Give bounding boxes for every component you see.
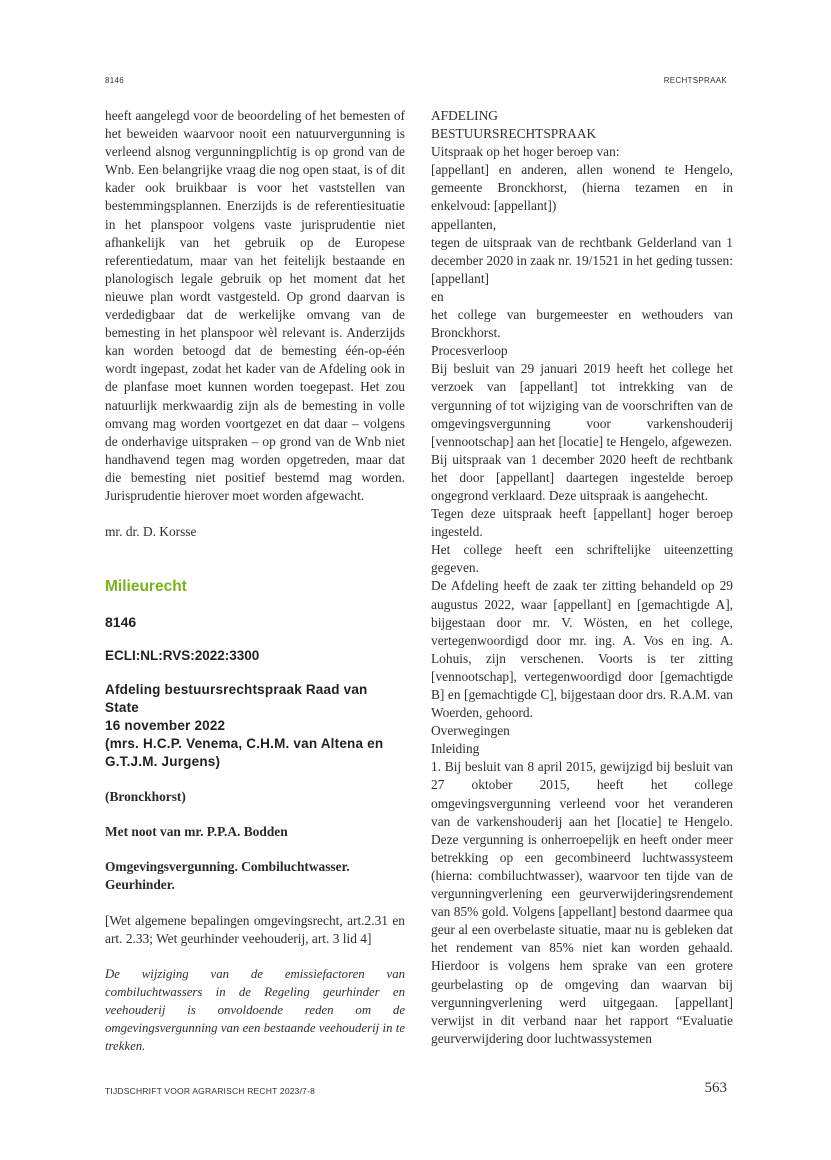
- annotation-continuation: heeft aangelegd voor de beoordeling of het bemesten of het beweiden waarvoor nooit een natuurvergunning is verleend alsnog vergunningplichtig is op grond van de Wnb. Een belangrijke vraag die nog open staat, is of dit kader ook bruikbaar is voor het vaststellen van bestemmingsplannen. Enerzijds is de referentiesituatie in het planspoor volgens vaste jurisprudentie niet afhankelijk van het gebruik op de Europese referentiedatum, maar van het feitelijk bestaande en planologisch legale gebruik op het moment dat het nieuwe plan wordt vastgesteld. Op grond daarvan is verdedigbaar dat de werkelijke omvang van de bemesting in het planspoor wèl relevant is. Anderzijds kan worden betoogd dat de bemesting één-op-één wordt ingepast, zodat het kader van de Afdeling ook in de planfase moet kunnen worden toegepast. Het zou natuurlijk merkwaardig zijn als de bemesting in volle omvang mag worden voortgezet en dat daar – volgens de onderhavige uitspraken – op grond van de Wnb niet handhavend tegen mag worden opgetreden, maar dat die bemesting niet positief bestemd mag worden. Jurisprudentie hierover moet worden afgewacht.: [105, 108, 405, 503]
- running-head-section: RECHTSPRAAK: [663, 76, 727, 85]
- right-column: [431, 107, 733, 1048]
- party-college: het college van burgemeester en wethouders van Bronckhorst.: [431, 307, 733, 341]
- lower-court-ruling: tegen de uitspraak van de rechtbank Gelderland van 1 december 2020 in zaak nr. 19/1521 in het geding tussen:: [431, 234, 733, 268]
- location: (Bronckhorst): [105, 789, 186, 805]
- judges: (mrs. H.C.P. Venema, C.H.M. van Altena en G.T.J.M. Jurgens): [105, 736, 384, 770]
- heading-inleiding: Inleiding: [431, 741, 480, 757]
- case-number: 8146: [105, 614, 137, 631]
- page-number: 563: [704, 1080, 727, 1096]
- procedure-paragraph-5: De Afdeling heeft de zaak ter zitting behandeld op 29 augustus 2022, waar [appellant] en [gemachtigde A], bijgestaan door mr. V. Wösten, en het college, vertegenwoordigd door mr. ing. A. Vos en ing. A. Lohuis, zijn verschenen. Voorts is ter zitting [vennootschap], vertegenwoordigd door [gemachtigde B] en [gemachtigde C], bijgestaan door drs. R.A.M. van Woerden, gehoord.: [431, 578, 733, 721]
- appellants: [appellant] en anderen, allen wonend te Hengelo, gemeente Bronckhorst, (hierna tezamen en in enkelvoud: [appellant]): [431, 162, 733, 214]
- heading-overwegingen: Overwegingen: [431, 723, 510, 739]
- decision-date: 16 november 2022: [105, 718, 226, 734]
- section-title: Milieurecht: [105, 578, 187, 596]
- case-summary: De wijziging van de emissiefactoren van combiluchtwassers in de Regeling geurhinder en veehouderij is onvoldoende reden om de omgevingsvergunning van een bestaande veehouderij in te trekken.: [105, 966, 405, 1054]
- annotation-signature: mr. dr. D. Korsse: [105, 524, 197, 540]
- procedure-paragraph-4: Het college heeft een schriftelijke uiteenzetting gegeven.: [431, 542, 733, 576]
- consideration-1: 1. Bij besluit van 8 april 2015, gewijzigd bij besluit van 27 oktober 2015, heeft het college omgevingsvergunning verleend voor het veranderen van de varkenshouderij aan het [locatie] te Hengelo. Deze vergunning is onherroepelijk en heeft onder meer betrekking op een gecombineerd luchtwassysteem (hierna: combiluchtwasser), waarvoor ten tijde van de vergunningverlening een geurverwijderingsrendement van 85% gold. Volgens [appellant] bestond daarmee qua geur al een overbelaste situatie, maar nu is gebleken dat het rendement van 85% niet kan worden gehaald. Hierdoor is volgens hem sprake van een grotere geurbelasting op de omgeving dan waarvan bij vergunningverlening werd uitgegaan. [appellant] verwijst in dit verband naar het rapport “Evaluatie geurverwijdering door luchtwassystemen: [431, 759, 733, 1046]
- conjunction: en: [431, 288, 444, 304]
- legal-basis: [Wet algemene bepalingen omgevingsrecht, art.2.31 en art. 2.33; Wet geurhinder veehouderij, art. 3 lid 4]: [105, 912, 405, 946]
- court-name: Afdeling bestuursrechtspraak Raad van State: [105, 682, 368, 716]
- appellants-label: appellanten,: [431, 216, 497, 232]
- court-heading-line-2: BESTUURSRECHTSPRAAK: [431, 126, 597, 142]
- procedure-paragraph-3: Tegen deze uitspraak heeft [appellant] hoger beroep ingesteld.: [431, 506, 733, 540]
- keywords: Omgevingsvergunning. Combiluchtwasser. Geurhinder.: [105, 859, 350, 893]
- appeal-intro: Uitspraak op het hoger beroep van:: [431, 144, 620, 160]
- left-column: [105, 107, 405, 1055]
- procedure-paragraph-2: Bij uitspraak van 1 december 2020 heeft de rechtbank het door [appellant] daartegen ingestelde beroep ongegrond verklaard. Deze uitspraak is aangehecht.: [431, 451, 733, 503]
- heading-procesverloop: Procesverloop: [431, 343, 508, 359]
- court-heading-line-1: AFDELING: [431, 108, 498, 123]
- procedure-paragraph-1: Bij besluit van 29 januari 2019 heeft het college het verzoek van [appellant] tot intrekking van de vergunning of tot wijziging van de voorschriften van de omgevingsvergunning voor varkenshouderij [vennootschap] aan het [locatie] te Hengelo, afgewezen.: [431, 361, 733, 449]
- ecli-identifier: ECLI:NL:RVS:2022:3300: [105, 648, 260, 664]
- court-block: [105, 681, 405, 771]
- running-head-case-number: 8146: [105, 76, 124, 85]
- annotator: Met noot van mr. P.P.A. Bodden: [105, 824, 288, 840]
- party-appellant: [appellant]: [431, 270, 489, 286]
- journal-title: TIJDSCHRIFT VOOR AGRARISCH RECHT 2023/7-8: [105, 1086, 316, 1096]
